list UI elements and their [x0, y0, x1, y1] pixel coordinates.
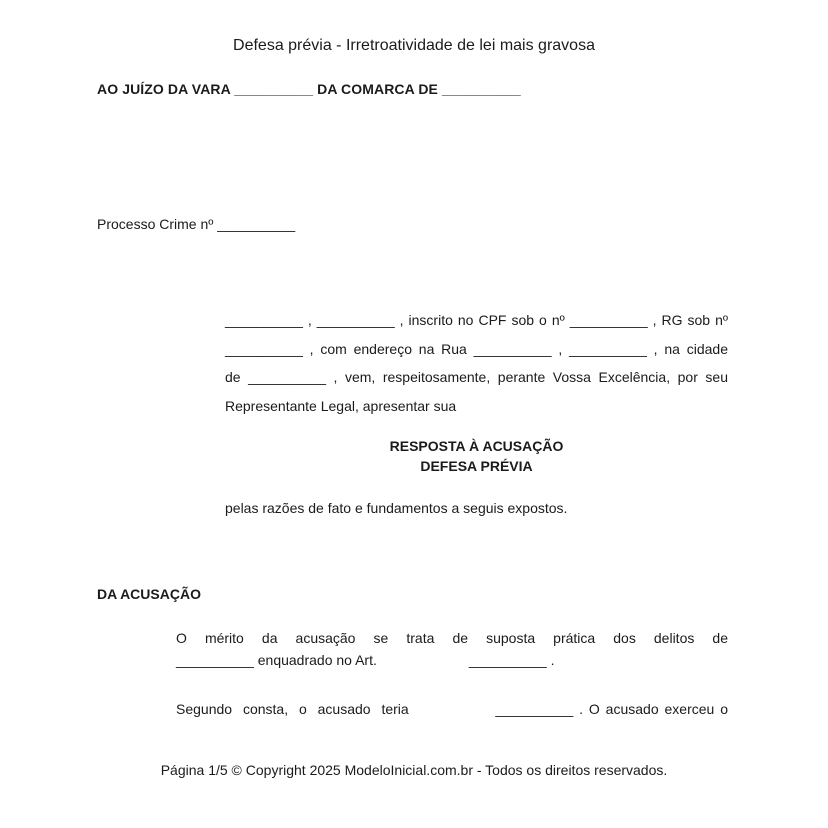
- section-heading-da-acusacao: DA ACUSAÇÃO: [97, 586, 201, 602]
- qualification-line: Representante Legal, apresentar sua: [225, 397, 457, 414]
- segundo-line-right: __________ . O acusado exerceu o: [495, 701, 728, 717]
- defesa-previa-heading: DEFESA PRÉVIA: [420, 458, 533, 474]
- merito-paragraph: [176, 628, 728, 671]
- court-heading: AO JUÍZO DA VARA __________ DA COMARCA DE __________: [97, 81, 521, 97]
- qualification-paragraph: [225, 306, 728, 420]
- response-headings: [225, 436, 728, 476]
- merito-line-2-right: __________ .: [468, 651, 555, 668]
- process-number-line: Processo Crime nº __________: [97, 216, 296, 232]
- segundo-line-left: Segundo consta, o acusado teria: [176, 701, 409, 717]
- resposta-acusacao-heading: RESPOSTA À ACUSAÇÃO: [389, 438, 564, 454]
- merito-line-2: [176, 650, 728, 672]
- reasons-line: pelas razões de fato e fundamentos a seguis expostos.: [225, 500, 568, 516]
- page-title: Defesa prévia - Irretroatividade de lei mais gravosa: [233, 37, 595, 54]
- qualification-line: __________ , com endereço na Rua __________ , __________ , na cidade: [225, 340, 728, 357]
- qualification-line: de __________ , vem, respeitosamente, perante Vossa Excelência, por seu: [225, 369, 728, 385]
- segundo-line: [176, 699, 728, 721]
- merito-line-2-left: __________ enquadrado no Art.: [176, 651, 377, 668]
- page-footer: Página 1/5 © Copyright 2025 ModeloInicial.com.br - Todos os direitos reservados.: [160, 762, 668, 778]
- merito-line-1: O mérito da acusação se trata de suposta prática dos delitos de: [176, 630, 728, 646]
- qualification-line: __________ , __________ , inscrito no CPF sob o nº __________ , RG sob nº: [225, 312, 728, 328]
